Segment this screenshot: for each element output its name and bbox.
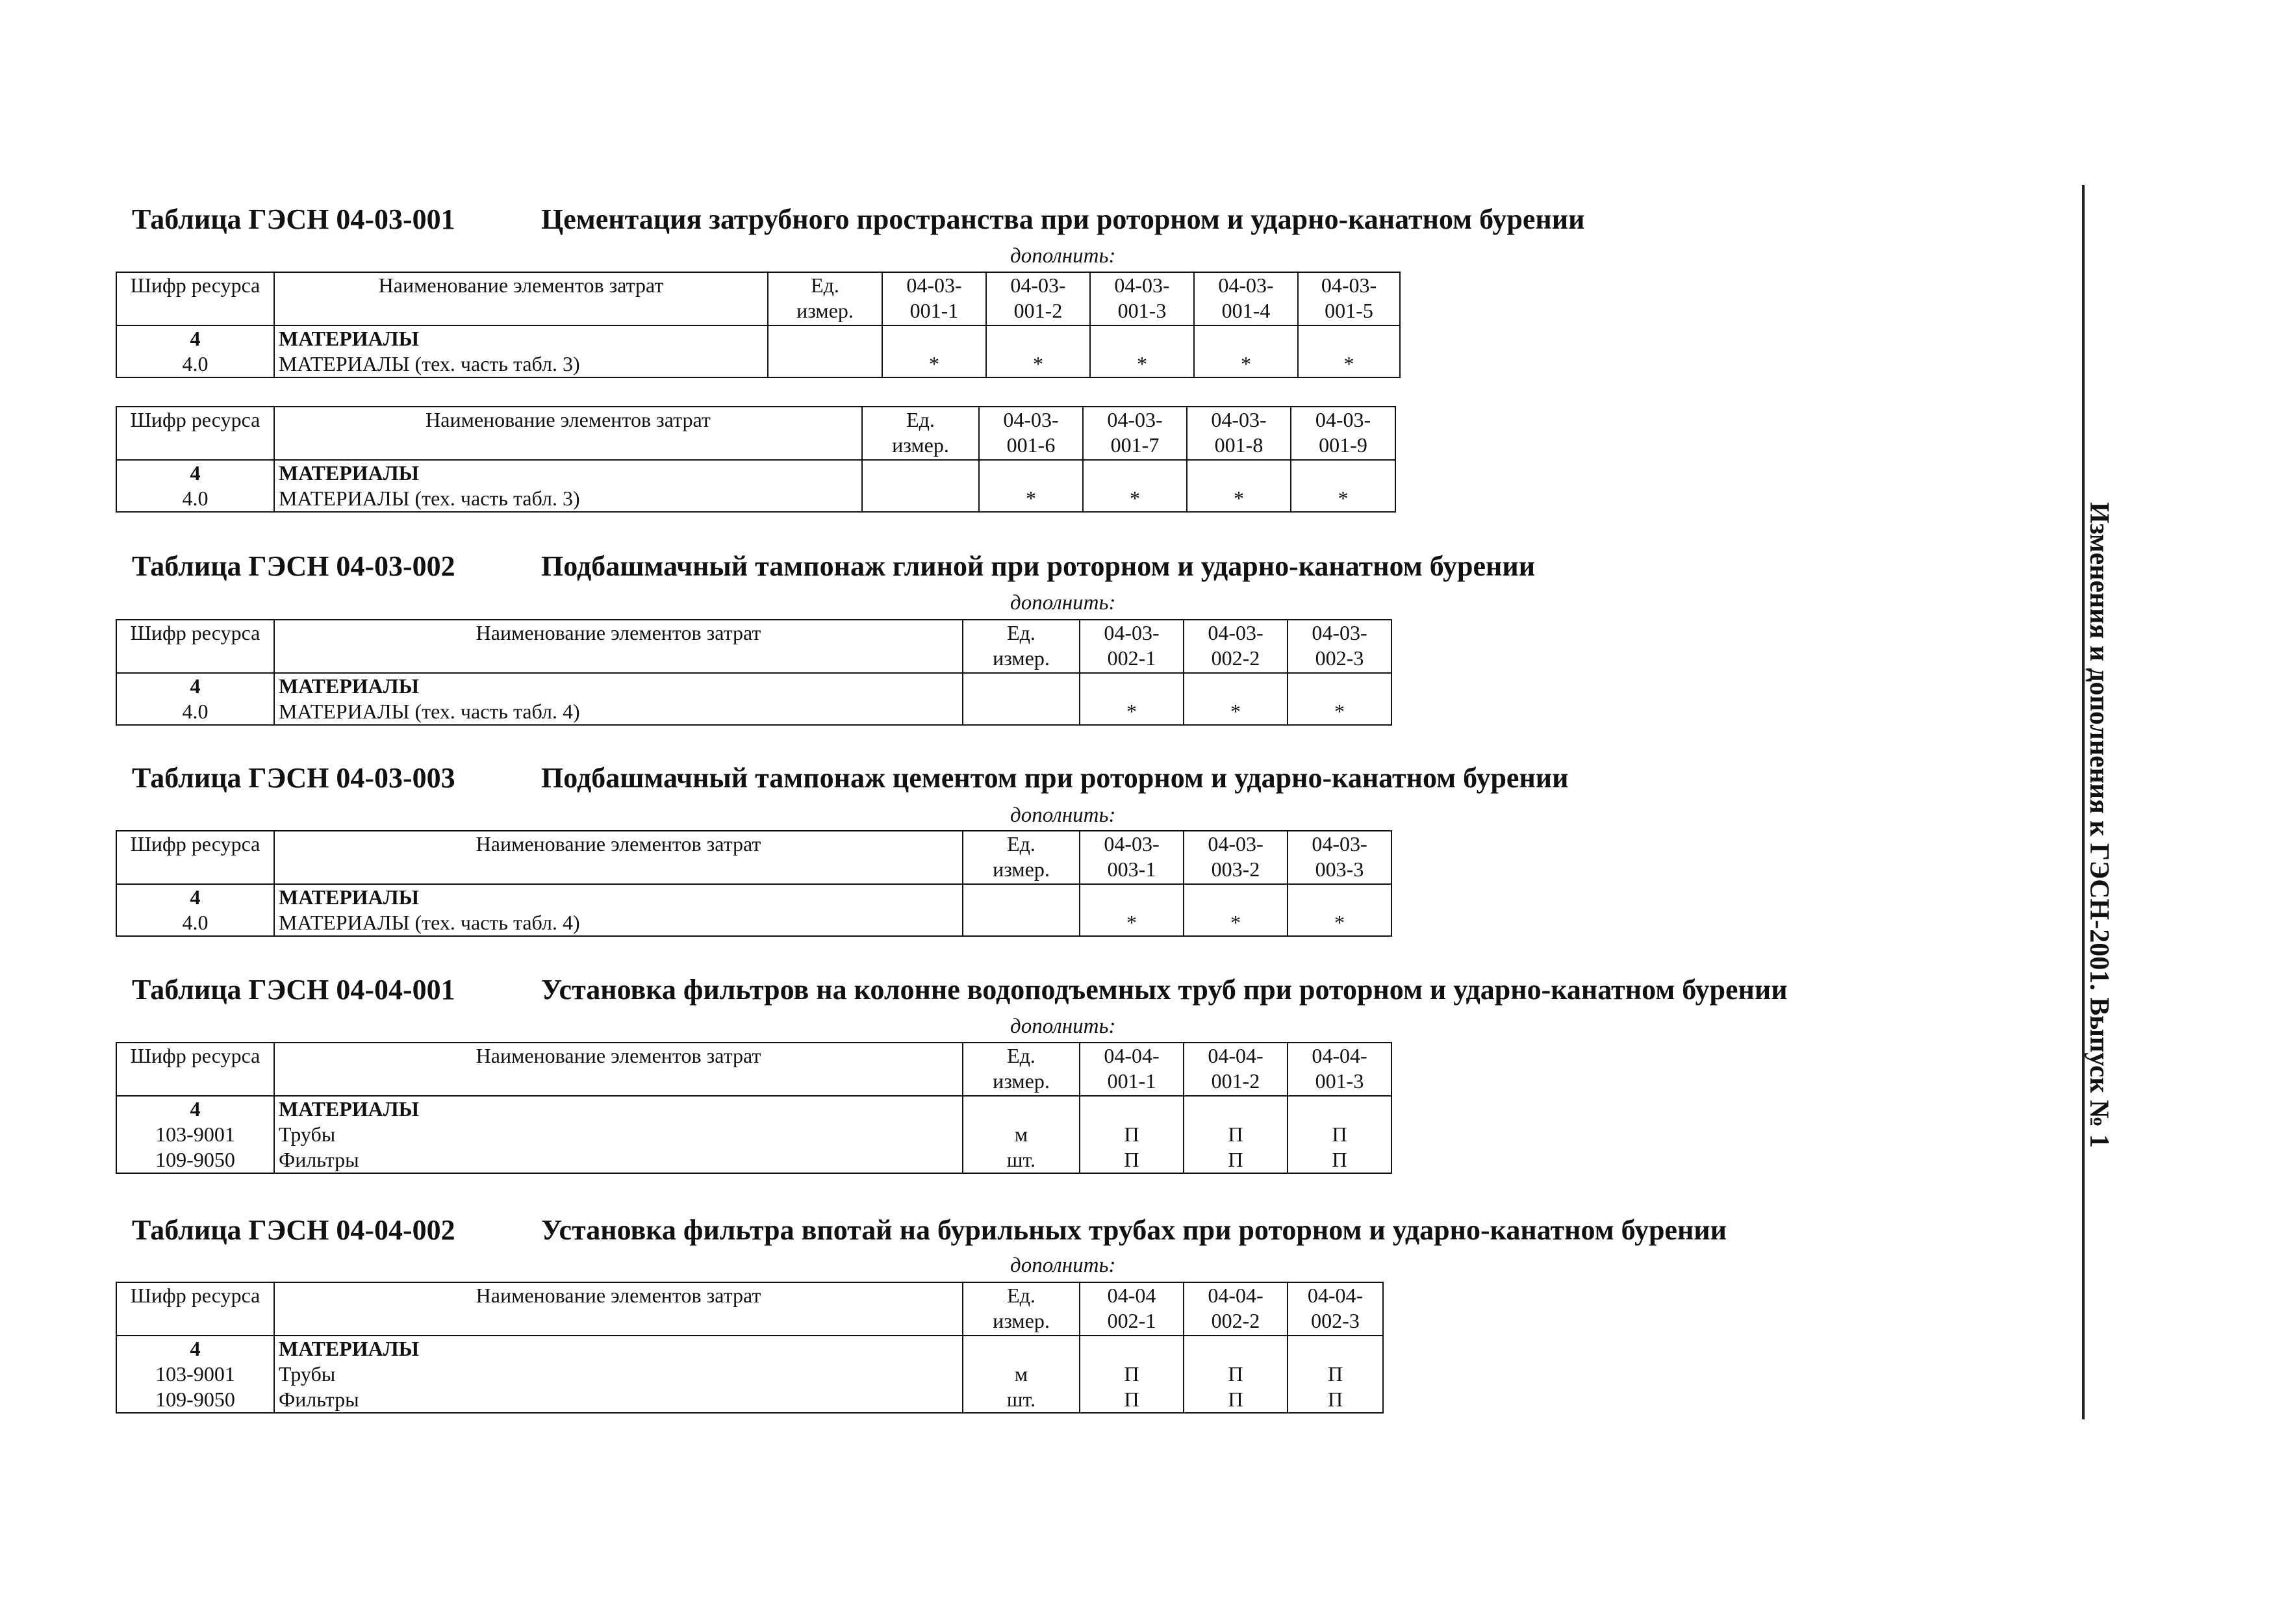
resource-value: [1188, 1097, 1283, 1122]
norm-code-line1: 04-03-: [1104, 621, 1160, 644]
resource-code: 109-9050: [155, 1388, 235, 1411]
resource-value: *: [1033, 352, 1043, 375]
resource-name: МАТЕРИАЛЫ (тех. часть табл. 4): [279, 911, 580, 934]
header-norm-code: [979, 407, 1083, 460]
resource-unit: [967, 910, 1075, 935]
resource-unit: [772, 326, 878, 351]
resource-unit: [867, 486, 974, 511]
resource-name: МАТЕРИАЛЫ: [279, 885, 419, 909]
table-title: Установка фильтров на колонне водоподъемных труб при роторном и ударно-канатном бурении: [541, 974, 1788, 1006]
header-norm-code: [1080, 620, 1184, 673]
value-cell: [1291, 460, 1395, 512]
header-unit: [963, 831, 1080, 884]
norm-code-line1: 04-04-: [1104, 1044, 1160, 1067]
header-unit: [768, 272, 882, 325]
resource-name: МАТЕРИАЛЫ: [279, 1337, 419, 1360]
table-title: Подбашмачный тампонаж цементом при роторном и ударно-канатном бурении: [541, 762, 1569, 794]
norm-code-line1: 04-04-: [1208, 1044, 1264, 1067]
header-name: [274, 407, 862, 460]
header-unit-line2: измер.: [993, 1069, 1050, 1093]
resource-value: [887, 326, 982, 351]
resource-code: 4: [190, 1337, 201, 1360]
header-name: [274, 620, 963, 673]
resource-code: 4.0: [182, 352, 209, 375]
resource-name: Трубы: [279, 1123, 336, 1146]
name-cell: [274, 1096, 963, 1173]
resource-name: МАТЕРИАЛЫ (тех. часть табл. 3): [279, 487, 580, 510]
resource-value: [1292, 1097, 1387, 1122]
header-name: [274, 831, 963, 884]
norm-code-line1: 04-03-: [1208, 832, 1264, 856]
header-unit: [963, 1282, 1080, 1336]
resource-value: [1188, 885, 1283, 910]
code-cell: [116, 1336, 274, 1413]
resource-value: П: [1332, 1123, 1347, 1146]
code-cell: [116, 460, 274, 512]
norm-code-line2: 002-3: [1315, 646, 1364, 670]
resource-value: [1292, 674, 1387, 699]
norm-code-line1: 04-03-: [1312, 832, 1367, 856]
value-cell: [1288, 1336, 1383, 1413]
header-norm-code: [1080, 1282, 1184, 1336]
norm-table: [116, 406, 1396, 513]
resource-value: *: [1334, 700, 1345, 723]
resource-value: [1292, 1336, 1378, 1362]
resource-name: Трубы: [279, 1362, 336, 1386]
norm-code-line2: 001-4: [1221, 299, 1271, 322]
table-row: [116, 325, 1400, 377]
norm-code-line2: 001-7: [1110, 433, 1160, 457]
header-code-label: Шифр ресурса: [130, 408, 260, 431]
norm-code-line1: 04-03-: [1315, 408, 1371, 431]
table-number: Таблица ГЭСН 04-04-002: [132, 1214, 455, 1246]
resource-code: 103-9001: [155, 1123, 235, 1146]
value-cell: [1187, 460, 1291, 512]
header-row: [116, 272, 1400, 325]
dop-note: дополнить:: [1010, 1254, 1116, 1277]
header-name: [274, 1043, 963, 1096]
name-cell: [274, 884, 963, 936]
code-cell: [116, 884, 274, 936]
resource-value: [1084, 674, 1179, 699]
table-row: [116, 1096, 1391, 1173]
norm-code-line1: 04-04: [1107, 1284, 1156, 1307]
header-norm-code: [1187, 407, 1291, 460]
norm-code-line2: 001-2: [1211, 1069, 1260, 1093]
name-cell: [274, 1336, 963, 1413]
resource-value: [1095, 326, 1189, 351]
header-norm-code: [1288, 831, 1391, 884]
resource-code: 4: [190, 674, 201, 698]
value-cell: [1080, 673, 1184, 725]
table-number: Таблица ГЭСН 04-04-001: [132, 974, 455, 1006]
table-row: [116, 673, 1391, 725]
unit-cell: [768, 325, 882, 377]
header-norm-code: [986, 272, 1090, 325]
header-name-label: Наименование элементов затрат: [476, 832, 761, 856]
norm-code-line2: 001-5: [1325, 299, 1373, 322]
resource-code: 103-9001: [155, 1362, 235, 1386]
resource-value: [1199, 326, 1293, 351]
header-unit-line2: измер.: [796, 299, 854, 322]
header-row: [116, 1282, 1383, 1336]
header-unit-line1: Ед.: [906, 408, 935, 431]
norm-table: [116, 272, 1401, 378]
value-cell: [1090, 325, 1194, 377]
resource-value: [1087, 461, 1182, 486]
value-cell: [1298, 325, 1400, 377]
header-row: [116, 620, 1391, 673]
norm-code-line1: 04-03-: [906, 273, 962, 297]
resource-code: 4: [190, 885, 201, 909]
norm-code-line2: 001-3: [1315, 1069, 1364, 1093]
norm-code-line2: 002-1: [1107, 646, 1156, 670]
header-norm-code: [1288, 620, 1391, 673]
header-unit: [862, 407, 979, 460]
resource-value: *: [1126, 911, 1137, 934]
norm-code-line1: 04-03-: [1114, 273, 1170, 297]
resource-value: П: [1124, 1388, 1139, 1411]
unit-cell: [963, 1096, 1080, 1173]
header-name: [274, 272, 768, 325]
unit-cell: [963, 673, 1080, 725]
table-number: Таблица ГЭСН 04-03-003: [132, 762, 455, 794]
resource-unit: м: [1014, 1362, 1028, 1386]
resource-value: [1084, 885, 1179, 910]
resource-unit: шт.: [1006, 1388, 1036, 1411]
header-code-label: Шифр ресурса: [130, 1044, 260, 1067]
resource-value: [984, 461, 1078, 486]
resource-unit: [772, 351, 878, 377]
resource-value: [1302, 326, 1395, 351]
resource-code: 4: [190, 327, 201, 350]
table-number: Таблица ГЭСН 04-03-002: [132, 550, 455, 582]
resource-value: П: [1124, 1148, 1139, 1171]
resource-name: Фильтры: [279, 1148, 359, 1171]
code-cell: [116, 673, 274, 725]
unit-cell: [963, 1336, 1080, 1413]
resource-value: [1084, 1336, 1179, 1362]
resource-value: П: [1228, 1148, 1243, 1171]
header-name-label: Наименование элементов затрат: [476, 621, 761, 644]
header-code: [116, 1043, 274, 1096]
header-norm-code: [1090, 272, 1194, 325]
header-norm-code: [1184, 1043, 1288, 1096]
norm-table: [116, 830, 1392, 937]
value-cell: [1288, 1096, 1391, 1173]
header-name: [274, 1282, 963, 1336]
resource-value: *: [1234, 487, 1244, 510]
resource-code: 4.0: [182, 700, 209, 723]
value-cell: [1288, 673, 1391, 725]
value-cell: [1288, 884, 1391, 936]
resource-unit: [967, 885, 1075, 910]
header-norm-code: [1291, 407, 1395, 460]
header-unit-line1: Ед.: [1007, 1284, 1035, 1307]
resource-unit: м: [1014, 1123, 1028, 1146]
header-unit-line2: измер.: [993, 646, 1050, 670]
resource-value: П: [1327, 1388, 1343, 1411]
resource-unit: [967, 1097, 1075, 1122]
side-title: Изменения и дополнения к ГЭСН-2001. Выпуск № 1: [2084, 502, 2114, 1148]
resource-value: [1191, 461, 1286, 486]
header-row: [116, 1043, 1391, 1096]
resource-value: П: [1228, 1362, 1243, 1386]
table-heading-04-03-001: [132, 203, 1584, 236]
resource-name: МАТЕРИАЛЫ (тех. часть табл. 4): [279, 700, 580, 723]
norm-code-line2: 003-1: [1107, 857, 1156, 881]
norm-code-line2: 003-2: [1211, 857, 1260, 881]
resource-value: [1292, 885, 1387, 910]
value-cell: [1184, 884, 1288, 936]
resource-unit: [967, 1336, 1075, 1362]
norm-code-line2: 001-6: [1006, 433, 1056, 457]
norm-table: [116, 1282, 1384, 1414]
header-unit-line2: измер.: [892, 433, 949, 457]
name-cell: [274, 460, 862, 512]
header-norm-code: [1184, 831, 1288, 884]
table-heading-04-04-001: [132, 973, 1788, 1006]
unit-cell: [862, 460, 979, 512]
header-name-label: Наименование элементов затрат: [476, 1284, 761, 1307]
table-row: [116, 884, 1391, 936]
norm-code-line2: 001-1: [1107, 1069, 1156, 1093]
resource-value: [991, 326, 1086, 351]
norm-code-line1: 04-03-: [1211, 408, 1267, 431]
header-norm-code: [1298, 272, 1400, 325]
norm-code-line2: 001-2: [1013, 299, 1063, 322]
header-norm-code: [1184, 1282, 1288, 1336]
resource-value: *: [1126, 700, 1137, 723]
resource-value: *: [1137, 352, 1147, 375]
resource-code: 4.0: [182, 911, 209, 934]
header-norm-code: [1288, 1043, 1391, 1096]
value-cell: [1080, 884, 1184, 936]
resource-name: МАТЕРИАЛЫ: [279, 327, 419, 350]
resource-name: Фильтры: [279, 1388, 359, 1411]
resource-unit: [867, 461, 974, 486]
norm-code-line1: 04-04-: [1307, 1284, 1364, 1307]
header-norm-code: [1184, 620, 1288, 673]
norm-code-line1: 04-03-: [1010, 273, 1066, 297]
header-row: [116, 407, 1395, 460]
resource-name: МАТЕРИАЛЫ: [279, 461, 419, 485]
norm-table: [116, 1042, 1392, 1174]
resource-code: 4: [190, 1097, 201, 1121]
header-unit-line2: измер.: [993, 1309, 1050, 1332]
norm-code-line1: 04-03-: [1104, 832, 1160, 856]
table-title: Подбашмачный тампонаж глиной при роторном и ударно-канатном бурении: [541, 550, 1536, 582]
unit-cell: [963, 884, 1080, 936]
value-cell: [986, 325, 1090, 377]
value-cell: [979, 460, 1083, 512]
norm-code-line1: 04-03-: [1208, 621, 1264, 644]
resource-value: *: [1338, 487, 1349, 510]
table-heading-04-04-002: [132, 1213, 1727, 1247]
value-cell: [882, 325, 986, 377]
resource-name: МАТЕРИАЛЫ: [279, 674, 419, 698]
header-code-label: Шифр ресурса: [130, 621, 260, 644]
name-cell: [274, 325, 768, 377]
table-title: Цементация затрубного пространства при роторном и ударно-канатном бурении: [541, 203, 1585, 235]
header-name-label: Наименование элементов затрат: [476, 1044, 761, 1067]
resource-value: П: [1228, 1388, 1243, 1411]
norm-code-line2: 001-3: [1117, 299, 1167, 322]
resource-code: 4: [190, 461, 201, 485]
header-unit-line1: Ед.: [1007, 621, 1035, 644]
resource-value: [1188, 674, 1283, 699]
header-code: [116, 620, 274, 673]
resource-value: *: [1334, 911, 1345, 934]
norm-code-line2: 002-2: [1211, 646, 1260, 670]
table-row: [116, 1336, 1383, 1413]
value-cell: [1194, 325, 1298, 377]
norm-code-line1: 04-03-: [1003, 408, 1059, 431]
dop-note: дополнить:: [1010, 591, 1116, 615]
resource-value: *: [929, 352, 939, 375]
norm-code-line1: 04-04-: [1312, 1044, 1367, 1067]
header-unit-line2: измер.: [993, 857, 1050, 881]
value-cell: [1184, 1336, 1288, 1413]
table-heading-04-03-003: [132, 761, 1569, 794]
header-unit: [963, 1043, 1080, 1096]
resource-value: [1188, 1336, 1283, 1362]
norm-code-line1: 04-04-: [1208, 1284, 1264, 1307]
norm-code-line2: 001-9: [1319, 433, 1367, 457]
norm-code-line1: 04-03-: [1321, 273, 1377, 297]
resource-code: 109-9050: [155, 1148, 235, 1171]
header-norm-code: [1194, 272, 1298, 325]
value-cell: [1080, 1096, 1184, 1173]
norm-code-line2: 002-2: [1211, 1309, 1260, 1332]
value-cell: [1184, 673, 1288, 725]
resource-value: [1084, 1097, 1179, 1122]
resource-value: П: [1124, 1362, 1139, 1386]
code-cell: [116, 325, 274, 377]
value-cell: [1080, 1336, 1184, 1413]
header-row: [116, 831, 1391, 884]
resource-value: П: [1124, 1123, 1139, 1146]
resource-name: МАТЕРИАЛЫ (тех. часть табл. 3): [279, 352, 580, 375]
resource-value: *: [1241, 352, 1251, 375]
header-code: [116, 1282, 274, 1336]
header-norm-code: [1288, 1282, 1383, 1336]
header-code: [116, 831, 274, 884]
name-cell: [274, 673, 963, 725]
header-code: [116, 407, 274, 460]
resource-value: П: [1327, 1362, 1343, 1386]
resource-value: *: [1343, 352, 1354, 375]
norm-code-line2: 001-1: [909, 299, 959, 322]
resource-unit: [967, 674, 1075, 699]
dop-note: дополнить:: [1010, 244, 1116, 268]
header-unit-line1: Ед.: [811, 273, 839, 297]
value-cell: [1184, 1096, 1288, 1173]
norm-code-line1: 04-03-: [1218, 273, 1274, 297]
norm-code-line1: 04-03-: [1312, 621, 1367, 644]
norm-code-line2: 002-1: [1107, 1309, 1156, 1332]
header-norm-code: [1083, 407, 1187, 460]
resource-value: П: [1332, 1148, 1347, 1171]
header-name-label: Наименование элементов затрат: [378, 273, 664, 297]
header-code-label: Шифр ресурса: [130, 832, 260, 856]
resource-value: [1295, 461, 1391, 486]
dop-note: дополнить:: [1010, 1015, 1116, 1038]
resource-unit: [967, 699, 1075, 724]
norm-code-line2: 003-3: [1315, 857, 1364, 881]
header-code-label: Шифр ресурса: [130, 273, 260, 297]
header-unit-line1: Ед.: [1007, 1044, 1035, 1067]
dop-note: дополнить:: [1010, 804, 1116, 827]
resource-value: *: [1130, 487, 1140, 510]
header-name-label: Наименование элементов затрат: [425, 408, 711, 431]
norm-code-line2: 002-3: [1311, 1309, 1360, 1332]
value-cell: [1083, 460, 1187, 512]
resource-value: *: [1230, 911, 1241, 934]
resource-code: 4.0: [182, 487, 209, 510]
resource-value: П: [1228, 1123, 1243, 1146]
table-number: Таблица ГЭСН 04-03-001: [132, 203, 455, 235]
resource-value: *: [1026, 487, 1036, 510]
code-cell: [116, 1096, 274, 1173]
header-norm-code: [1080, 831, 1184, 884]
header-norm-code: [1080, 1043, 1184, 1096]
header-norm-code: [882, 272, 986, 325]
table-heading-04-03-002: [132, 550, 1535, 583]
resource-value: *: [1230, 700, 1241, 723]
resource-unit: шт.: [1006, 1148, 1036, 1171]
norm-table: [116, 619, 1392, 726]
table-title: Установка фильтра впотай на бурильных трубах при роторном и ударно-канатном бурении: [541, 1214, 1727, 1246]
resource-name: МАТЕРИАЛЫ: [279, 1097, 419, 1121]
header-code: [116, 272, 274, 325]
norm-code-line1: 04-03-: [1107, 408, 1163, 431]
header-unit: [963, 620, 1080, 673]
header-code-label: Шифр ресурса: [130, 1284, 260, 1307]
table-row: [116, 460, 1395, 512]
norm-code-line2: 001-8: [1214, 433, 1264, 457]
header-unit-line1: Ед.: [1007, 832, 1035, 856]
